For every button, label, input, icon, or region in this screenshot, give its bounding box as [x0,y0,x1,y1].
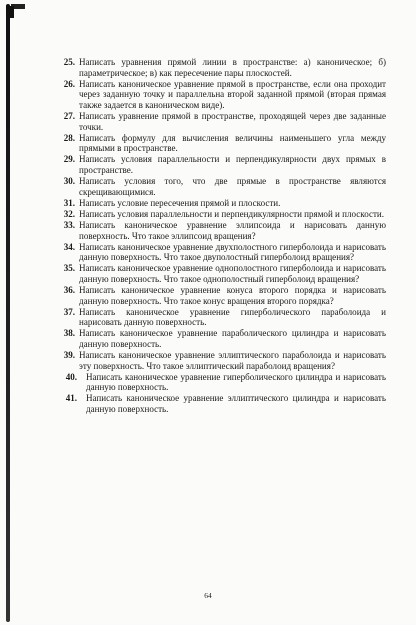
item-text: Написать уравнения прямой линии в пространстве: а) каноническое; б) параметрическое; в) как пересечение пары плоскостей. [79,57,386,78]
item-number: 27. [63,110,75,121]
list-item [52,198,386,209]
item-number: 36. [63,284,75,295]
list-item [52,220,386,241]
item-text: Написать формулу для вычисления величины наименьшего угла между прямыми в пространстве. [79,132,386,154]
item-text: Написать уравнение прямой в пространстве, проходящей через две заданные точки. [79,110,386,132]
item-number: 25. [63,57,75,67]
item-number: 40. [65,371,77,382]
list-item [52,79,386,111]
page-number: 64 [204,591,212,600]
item-number: 30. [63,176,75,187]
item-text: Написать каноническое уравнение гиперболического цилиндра и нарисовать данную поверхность. [86,371,386,393]
list-item [52,350,386,371]
list-item [52,393,386,414]
item-number: 39. [63,350,75,361]
item-text: Написать условие пересечения прямой и плоскости. [79,197,281,208]
scan-corner-mark-2 [8,6,14,18]
list-item [52,285,386,306]
item-number: 28. [63,132,75,143]
item-number: 37. [63,306,75,317]
item-text: Написать каноническое уравнение эллипсоида и нарисовать данную поверхность. Что такое эллипсоид вращения? [79,219,386,241]
item-number: 32. [63,208,75,219]
list-item [52,176,386,197]
item-number: 35. [63,263,75,274]
item-text: Написать каноническое уравнение гиперболического параболоида и нарисовать данную поверхность. [79,306,386,328]
list-item [52,263,386,284]
list-item [52,328,386,349]
item-text: Написать каноническое уравнение параболического цилиндра и нарисовать данную поверхность. [79,328,386,349]
item-text: Написать каноническое уравнение прямой в пространстве, если она проходит через заданную точку и параллельна второй заданной прямой (вторая прямая также задается в каноническом виде). [79,78,386,110]
item-number: 26. [63,78,75,89]
list-item [52,57,386,78]
question-list [52,57,386,415]
item-text: Написать каноническое уравнение конуса второго порядка и нарисовать данную поверхность. Что такое конус вращения второго порядка? [79,284,386,306]
item-number: 38. [63,328,75,339]
item-text: Написать условия того, что две прямые в пространстве являются скрещивающимися. [79,176,386,197]
list-item [52,242,386,263]
item-number: 31. [63,197,75,208]
list-item [52,307,386,328]
list-item [52,154,386,175]
scan-binding-edge [6,4,10,622]
item-text: Написать условия параллельности и перпендикулярности двух прямых в пространстве. [79,154,386,175]
list-item [52,209,386,220]
item-text: Написать каноническое уравнение эллиптического цилиндра и нарисовать данную поверхность. [86,393,386,414]
item-number: 41. [65,393,77,404]
item-text: Написать условия параллельности и перпендикулярности прямой и плоскости. [79,208,385,219]
item-number: 34. [63,241,75,252]
list-item [52,372,386,393]
list-item [52,111,386,132]
item-number: 33. [63,219,75,230]
item-text: Написать каноническое уравнение двухполостного гиперболоида и нарисовать данную поверхность. Что такое двуполостный гиперболоид вращения? [79,241,386,263]
item-text: Написать каноническое уравнение эллиптического параболоида и нарисовать эту поверхность. Что такое эллиптический параболоид вращения? [79,350,386,371]
list-item [52,133,386,154]
item-text: Написать каноническое уравнение однополостного гиперболоида и нарисовать данную поверхность. Что такое однополостный гиперболоид вращения? [79,263,386,284]
item-number: 29. [63,154,75,165]
